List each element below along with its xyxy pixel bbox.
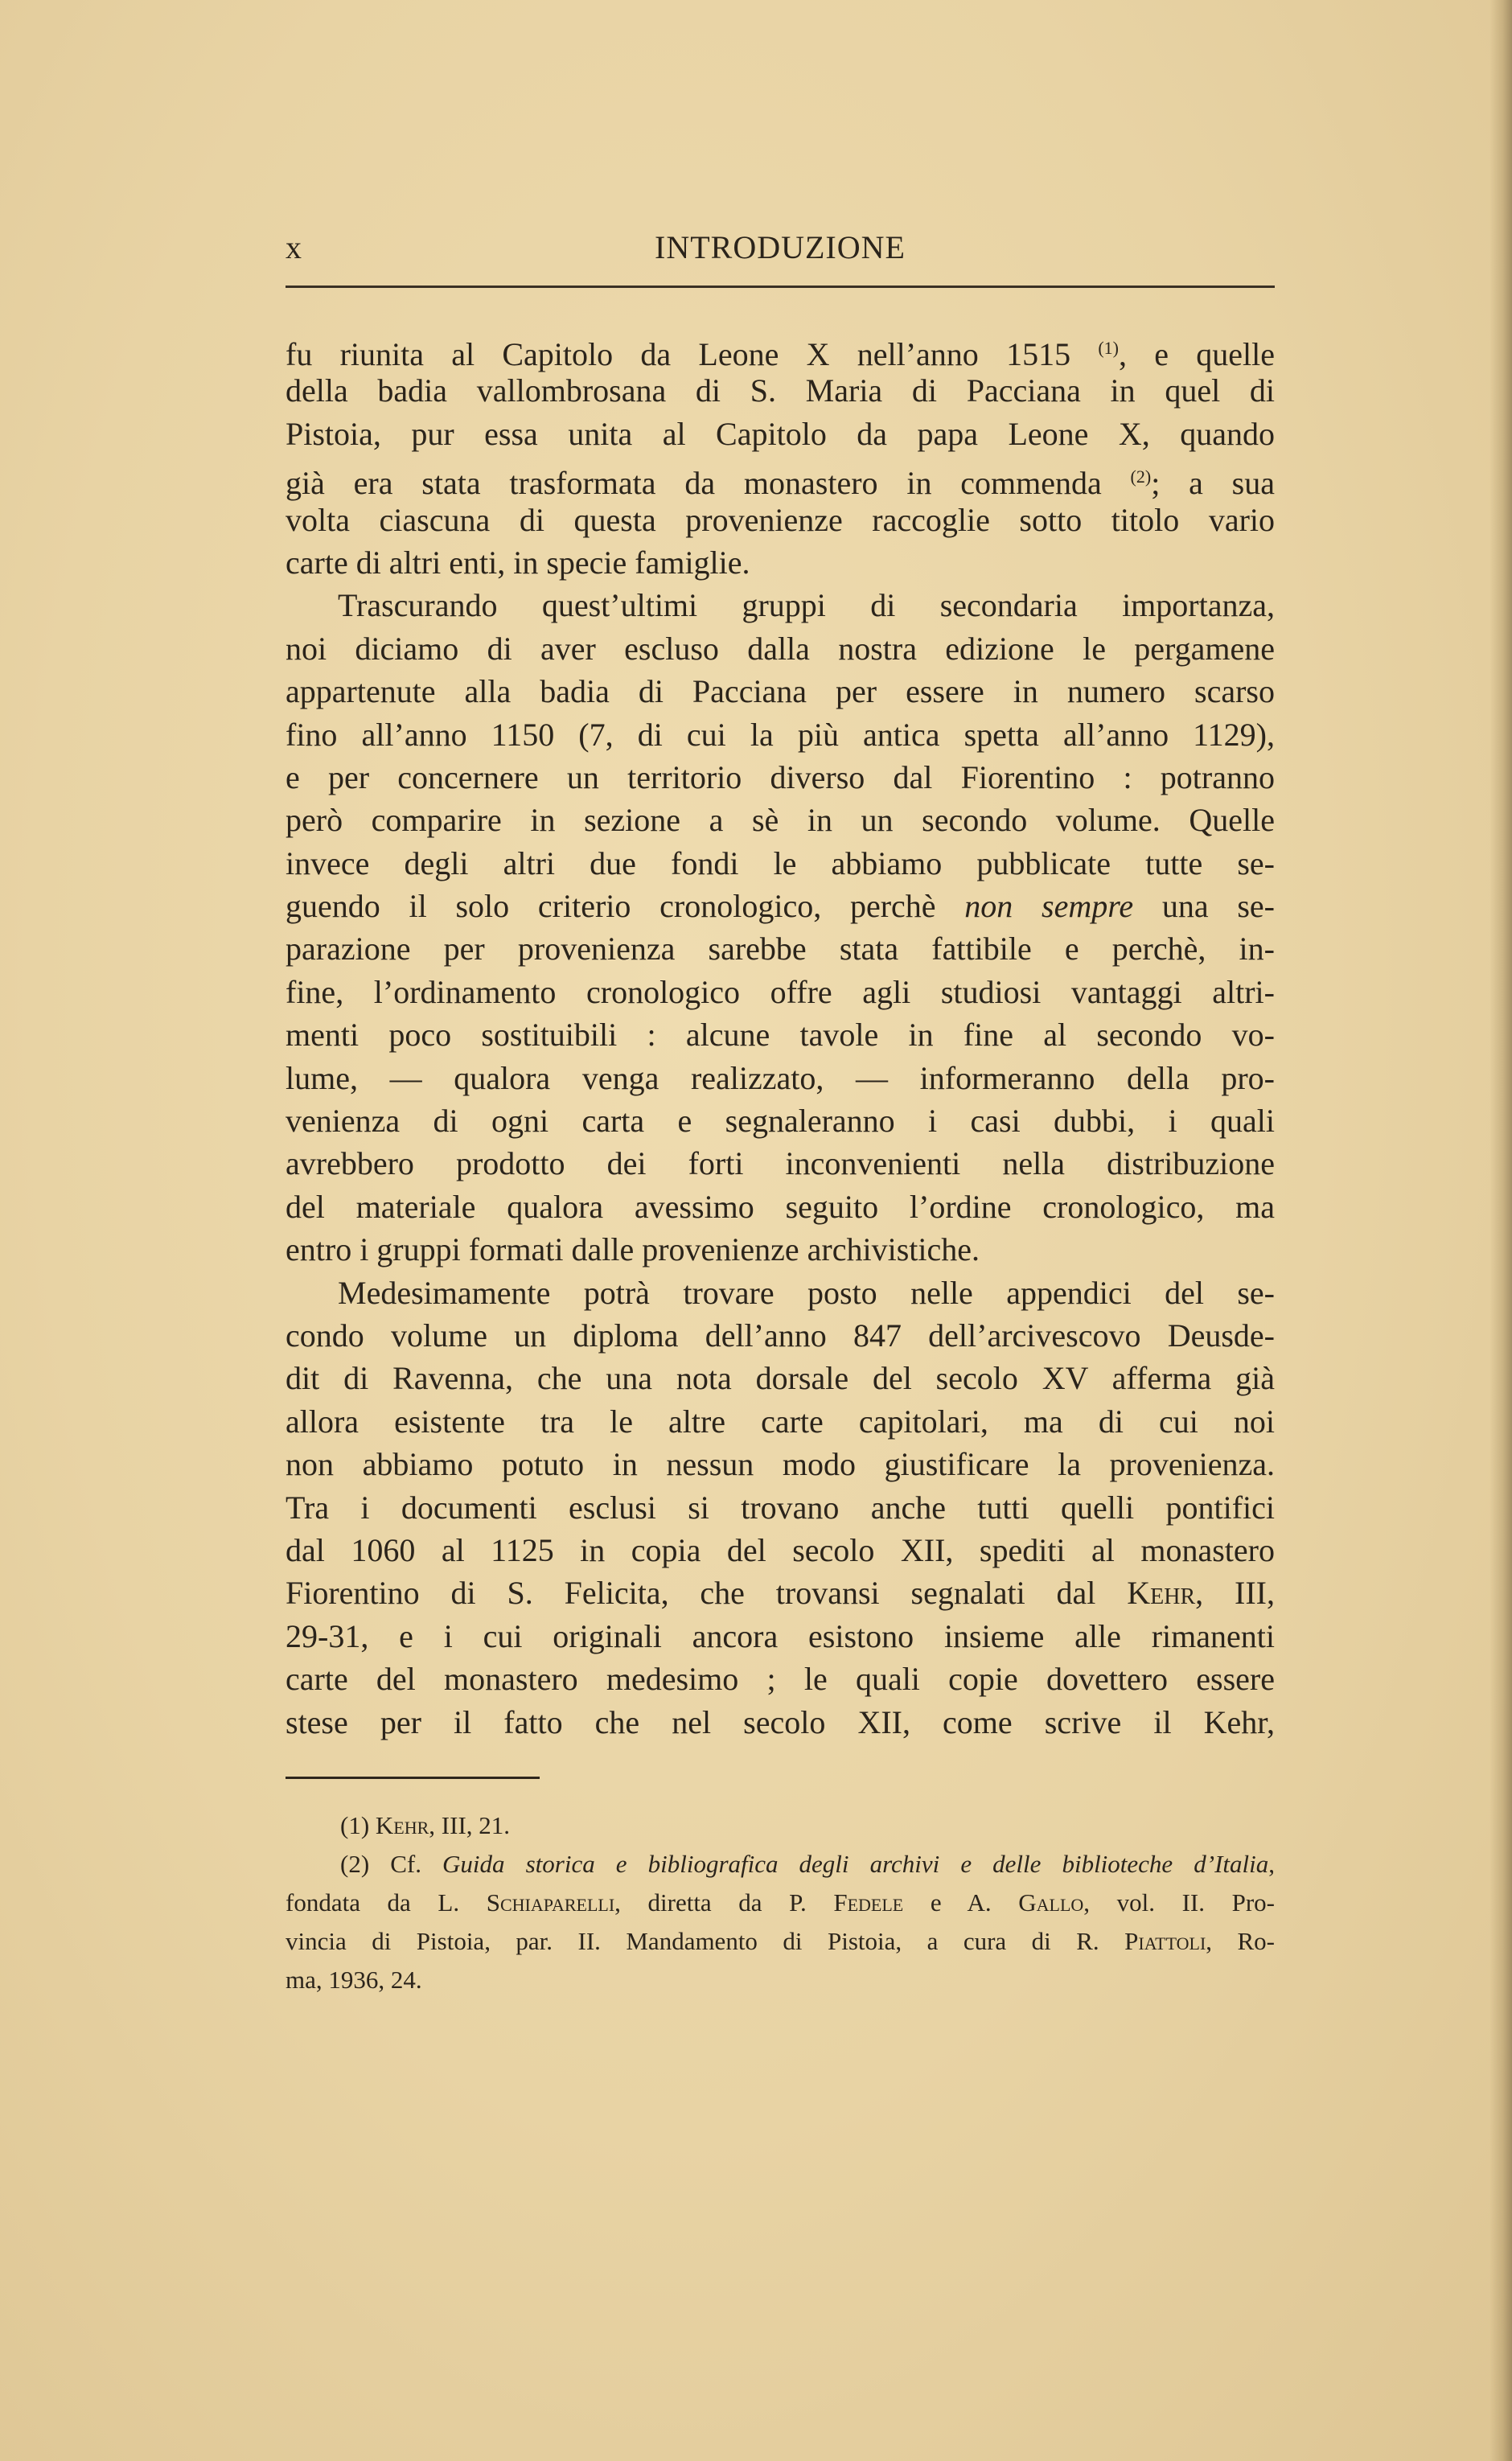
text-segment: guendo il solo criterio cronologico, perchè [286, 888, 965, 925]
body-line [286, 1572, 1275, 1614]
body-line [286, 541, 1275, 584]
text-segment: fu riunita al Capitolo da Leone X nell’anno 1515 [286, 336, 1099, 372]
body-line [286, 1400, 1275, 1443]
text-segment: e per concernere un territorio diverso dal Fiorentino : potranno [286, 758, 1275, 795]
text-segment: ; a sua [1151, 465, 1275, 502]
text-segment: carte di altri enti, in specie famiglie. [286, 544, 750, 581]
text-segment: Pistoia, pur essa unita al Capitolo da papa Leone X, quando [286, 415, 1275, 452]
body-line [286, 1443, 1275, 1485]
footnote-line [286, 1922, 1275, 1961]
body-line [286, 1099, 1275, 1142]
text-segment: , III, 21. [429, 1811, 511, 1839]
small-caps-name: Gallo [1018, 1888, 1084, 1917]
text-segment: Trascurando quest’ultimi gruppi di secondaria importanza, [338, 587, 1275, 624]
body-line [286, 885, 1275, 927]
small-caps-name: Schiaparelli [486, 1888, 615, 1917]
body-line [286, 327, 1275, 372]
body-line [286, 455, 1275, 502]
body-line [286, 1185, 1275, 1228]
text-segment: 29-31, e i cui originali ancora esistono insieme alle rimanenti [286, 1617, 1275, 1654]
text-segment: (2) Cf. [340, 1850, 443, 1878]
running-title: INTRODUZIONE [655, 229, 906, 265]
text-segment: venienza di ogni carta e segnaleranno i casi dubbi, i quali [286, 1103, 1275, 1140]
text-segment: fino all’anno 1150 (7, di cui la più antica spetta all’anno 1129), [286, 716, 1275, 753]
text-segment: avrebbero prodotto dei forti inconvenienti nella distribuzione [286, 1145, 1275, 1182]
small-caps-name: Kehr [375, 1811, 429, 1839]
text-segment: allora esistente tra le altre carte capitolari, ma di cui noi [286, 1403, 1275, 1440]
header-rule [286, 286, 1275, 288]
body-line [286, 1013, 1275, 1056]
text-segment: fine, l’ordinamento cronologico offre agli studiosi vantaggi altri- [286, 973, 1275, 1010]
body-line [286, 1272, 1275, 1314]
text-segment: , vol. II. Pro- [1083, 1888, 1275, 1917]
text-segment: , III, [1195, 1575, 1275, 1612]
text-segment: appartenute alla badia di Pacciana per essere in numero scarso [286, 673, 1275, 710]
text-segment: , e quelle [1118, 336, 1275, 372]
body-text [286, 327, 1275, 1744]
footnote-reference: (2) [1130, 466, 1152, 487]
text-segment: menti poco sostituibili : alcune tavole in fine al secondo vo- [286, 1017, 1275, 1054]
text-segment: carte del monastero medesimo ; le quali copie dovettero essere [286, 1661, 1275, 1698]
text-segment: Medesimamente potrà trovare posto nelle appendici del se- [338, 1274, 1275, 1311]
footnote-line [286, 1884, 1275, 1922]
text-segment: Fiorentino di S. Felicita, che trovansi segnalati dal [286, 1575, 1128, 1612]
text-segment: parazione per provenienza sarebbe stata fattibile e perchè, in- [286, 931, 1275, 968]
body-line [286, 971, 1275, 1013]
page-number: x [286, 229, 302, 265]
text-segment: dit di Ravenna, che una nota dorsale del secolo XV afferma già [286, 1360, 1275, 1397]
body-line [286, 1529, 1275, 1572]
body-line [286, 1615, 1275, 1658]
text-segment: una se- [1133, 888, 1275, 925]
body-line [286, 927, 1275, 970]
text-segment: entro i gruppi formati dalle provenienze archivistiche. [286, 1231, 980, 1268]
body-line [286, 627, 1275, 670]
footnote-line [286, 1806, 1275, 1845]
text-segment: , [1268, 1850, 1275, 1878]
body-line [286, 369, 1275, 412]
body-line [286, 584, 1275, 627]
body-line [286, 842, 1275, 885]
text-segment: condo volume un diploma dell’anno 847 dell’arcivescovo Deusde- [286, 1317, 1275, 1354]
text-segment: lume, — qualora venga realizzato, — informeranno della pro- [286, 1059, 1275, 1096]
text-segment: (1) [340, 1811, 376, 1839]
footnotes [286, 1806, 1275, 1999]
italic-text: non sempre [964, 888, 1134, 925]
text-segment: non abbiamo potuto in nessun modo giustificare la provenienza. [286, 1446, 1275, 1483]
footnote-line [286, 1961, 1275, 1999]
text-segment: volta ciascuna di questa provenienze raccoglie sotto titolo vario [286, 501, 1275, 538]
footnote-reference: (1) [1098, 338, 1119, 358]
italic-text: Guida storica e bibliografica degli archivi e delle biblioteche d’Italia [442, 1850, 1269, 1878]
small-caps-name: Kehr [1127, 1575, 1196, 1612]
small-caps-name: Piattoli [1124, 1927, 1206, 1955]
text-segment: già era stata trasformata da monastero in commenda [286, 465, 1131, 502]
body-line [286, 1357, 1275, 1399]
body-line [286, 1658, 1275, 1700]
text-segment: dal 1060 al 1125 in copia del secolo XII, spediti al monastero [286, 1531, 1275, 1568]
text-segment: , Ro- [1206, 1927, 1275, 1955]
footnote-rule [286, 1777, 540, 1779]
body-line [286, 1486, 1275, 1529]
text-segment: , diretta da P. [614, 1888, 834, 1917]
text-segment: fondata da L. [286, 1888, 487, 1917]
body-line [286, 713, 1275, 756]
body-line [286, 799, 1275, 841]
text-segment: noi diciamo di aver escluso dalla nostra edizione le pergamene [286, 630, 1275, 667]
body-line [286, 1314, 1275, 1357]
text-segment: e A. [903, 1888, 1019, 1917]
body-line [286, 670, 1275, 713]
text-segment: del materiale qualora avessimo seguito l’ordine cronologico, ma [286, 1188, 1275, 1225]
text-segment: della badia vallombrosana di S. Maria di Pacciana in quel di [286, 372, 1275, 409]
text-segment: invece degli altri due fondi le abbiamo pubblicate tutte se- [286, 844, 1275, 881]
body-line [286, 1142, 1275, 1185]
body-line [286, 499, 1275, 541]
text-segment: vincia di Pistoia, par. II. Mandamento di Pistoia, a cura di R. [286, 1927, 1125, 1955]
body-line [286, 756, 1275, 799]
text-segment: ma, 1936, 24. [286, 1966, 422, 1994]
body-line [286, 413, 1275, 455]
body-line [286, 1057, 1275, 1099]
text-segment: stese per il fatto che nel secolo XII, come scrive il Kehr, [286, 1703, 1275, 1740]
body-line [286, 1701, 1275, 1744]
small-caps-name: Fedele [833, 1888, 904, 1917]
page-edge-shadow [1489, 0, 1512, 2461]
text-segment: Tra i documenti esclusi si trovano anche tutti quelli pontifici [286, 1489, 1275, 1526]
footnote-line [286, 1845, 1275, 1884]
text-segment: però comparire in sezione a sè in un secondo volume. Quelle [286, 802, 1275, 839]
body-line [286, 1228, 1275, 1271]
